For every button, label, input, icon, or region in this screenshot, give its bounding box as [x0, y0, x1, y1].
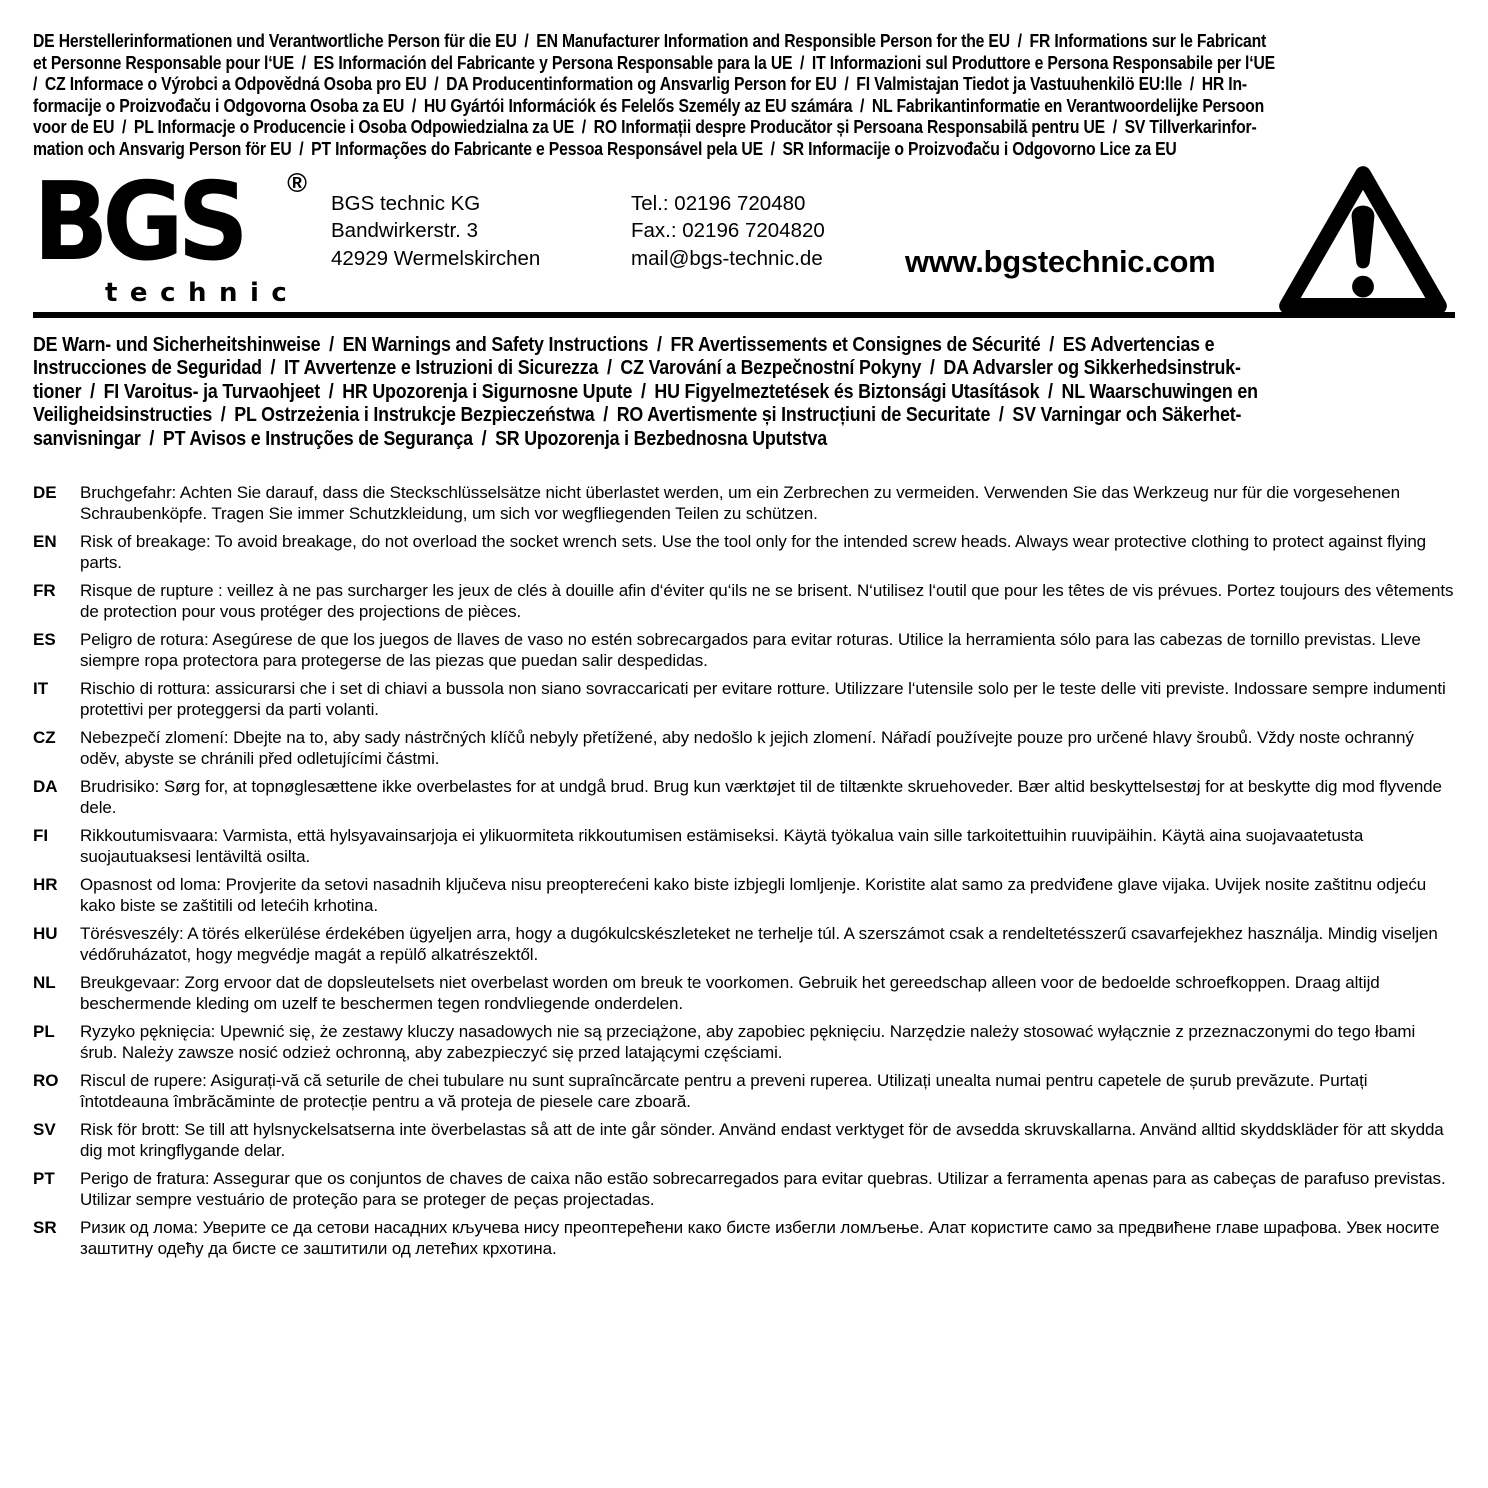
language-code: SR	[33, 1217, 57, 1237]
warning-item-pl	[33, 1021, 1455, 1063]
language-code: ES	[33, 629, 56, 649]
warning-item-es	[33, 629, 1455, 671]
warning-text: Brudrisiko: Sørg for, at topnøglesættene ikke overbelastes for at undgå brud. Brug kun værktøjet til de tiltænkte skruehoveder. Bær altid beskyttelsestøj for at beskytte dig mod flyvende dele.	[80, 776, 1442, 817]
warning-item-it	[33, 678, 1455, 720]
warnings-header-line: tioner / FI Varoitus- ja Turvaohjeet / HR Upozorenja i Sigurnosne Upute / HU Figyelmeztetések és Biztonsági Utasítások / NL Waarschuwingen en	[33, 380, 1258, 403]
language-code: PT	[33, 1168, 55, 1188]
warnings-header-line: Veiligheidsinstructies / PL Ostrzeżenia i Instrukcje Bezpieczeństwa / RO Avertismente și Instrucțiuni de Securitate / SV Varningar och Säkerhet-	[33, 404, 1242, 427]
manufacturer-header-line: mation och Ansvarig Person för EU / PT Informações do Fabricante e Pessoa Responsável pela UE / SR Informacije o Proizvođaču i Odgovorno Lice za EU	[33, 137, 1177, 159]
language-code: HR	[33, 874, 58, 894]
warning-item-hr	[33, 874, 1455, 916]
language-code: PL	[33, 1021, 55, 1041]
language-code: EN	[33, 531, 57, 551]
warning-triangle-icon	[1277, 164, 1449, 321]
company-fax: Fax.: 02196 7204820	[631, 219, 825, 243]
language-code: FR	[33, 580, 56, 600]
warning-text: Breukgevaar: Zorg ervoor dat de dopsleutelsets niet overbelast worden om breuk te voorkomen. Gebruik het gereedschap alleen voor de bedoelde schroefkoppen. Draag altijd beschermende kleding om uzelf te beschermen tegen rondvliegende onderdelen.	[80, 972, 1380, 1013]
company-contact	[631, 190, 825, 273]
warning-item-pt	[33, 1168, 1455, 1210]
language-code: IT	[33, 678, 49, 698]
warning-item-cz	[33, 727, 1455, 769]
manufacturer-header-line: et Personne Responsable pour l‘UE / ES Información del Fabricante y Persona Responsable para la UE / IT Informazioni sul Produttore e Persona Responsabile per l‘UE	[33, 51, 1275, 73]
warnings-list	[33, 482, 1455, 1259]
warning-item-nl	[33, 972, 1455, 1014]
letterhead	[33, 159, 1455, 310]
bgs-logo-subtext: technic	[105, 277, 300, 308]
warning-item-fr	[33, 580, 1455, 622]
warning-item-de	[33, 482, 1455, 524]
company-address	[331, 190, 540, 273]
warnings-header-line: sanvisningar / PT Avisos e Instruções de Segurança / SR Upozorenja i Bezbednosna Uputstva	[33, 427, 827, 450]
company-street: Bandwirkerstr. 3	[331, 219, 478, 243]
warning-text: Perigo de fratura: Assegurar que os conjuntos de chaves de caixa não estão sobrecarregados para evitar quebras. Utilizar a ferramenta apenas para as cabeças de parafuso previstas. Utilizar sempre vestuário de proteção para se proteger de peças projectadas.	[80, 1168, 1446, 1209]
warnings-header-line: Instrucciones de Seguridad / IT Avvertenze e Istruzioni di Sicurezza / CZ Varování a Bezpečnostní Pokyny / DA Advarsler og Sikkerhedsinstruk-	[33, 357, 1241, 380]
language-code: DE	[33, 482, 57, 502]
company-email: mail@bgs-technic.de	[631, 246, 823, 270]
warning-text: Bruchgefahr: Achten Sie darauf, dass die Steckschlüsselsätze nicht überlastet werden, um ein Zerbrechen zu vermeiden. Verwenden Sie das Werkzeug nur für die vorgesehenen Schraubenköpfe. Tragen Sie immer Schutzkleidung, um sich vor wegfliegenden Teilen zu schützen.	[80, 482, 1400, 523]
company-website: www.bgstechnic.com	[905, 243, 1216, 279]
manufacturer-header-line: DE Herstellerinformationen und Verantwortliche Person für die EU / EN Manufacturer Information and Responsible Person for the EU / FR Informations sur le Fabricant	[33, 30, 1267, 51]
manufacturer-header-line: / CZ Informace o Výrobci a Odpovědná Osoba pro EU / DA Producentinformation og Ansvarlig Person for EU / FI Valmistajan Tiedot ja Vastuuhenkilö EU:lle / HR In-	[33, 73, 1247, 95]
warnings-header	[33, 334, 1455, 452]
warning-item-sr	[33, 1217, 1455, 1259]
warning-text: Törésveszély: A törés elkerülése érdekében ügyeljen arra, hogy a dugókulcskészleteket ne terhelje túl. A szerszámot csak a rendeltetésszerű csavarfejekhez használja. Mindig viseljen védőruházatot, hogy megvédje magát a repülő alkatrészektől.	[80, 923, 1438, 964]
company-tel: Tel.: 02196 720480	[631, 191, 806, 215]
bgs-logo-wordmark: BGS	[33, 159, 243, 285]
warning-text: Rikkoutumisvaara: Varmista, että hylsyavainsarjoja ei ylikuormiteta rikkoutumisen estämiseksi. Käytä työkalua vain sille tarkoitettuihin ruuvipäihin. Käytä aina suojavaatetusta suojautuaksesi lentäviltä osilta.	[80, 825, 1364, 866]
warning-item-ro	[33, 1070, 1455, 1112]
language-code: CZ	[33, 727, 56, 747]
warning-text: Risk of breakage: To avoid breakage, do not overload the socket wrench sets. Use the tool only for the intended screw heads. Always wear protective clothing to protect against flying parts.	[80, 531, 1427, 572]
warning-item-hu	[33, 923, 1455, 965]
warning-text: Risque de rupture : veillez à ne pas surcharger les jeux de clés à douille afin d‘éviter qu‘ils ne se brisent. N‘utilisez l‘outil que pour les têtes de vis prévues. Portez toujours des vêtements de protection pour vous protéger des projections de pièces.	[80, 580, 1454, 621]
language-code: NL	[33, 972, 56, 992]
warning-item-da	[33, 776, 1455, 818]
warning-text: Opasnost od loma: Provjerite da setovi nasadnih ključeva nisu preopterećeni kako biste izbjegli lomljenje. Koristite alat samo za predviđene glave vijaka. Uvijek nosite zaštitnu odjeću kako biste se zaštitili od letećih krhotina.	[80, 874, 1427, 915]
bgs-logo	[33, 159, 307, 308]
warning-item-en	[33, 531, 1455, 573]
company-city: 42929 Wermelskirchen	[331, 246, 541, 270]
company-name: BGS technic KG	[331, 191, 481, 215]
warning-item-fi	[33, 825, 1455, 867]
manufacturer-header-line: voor de EU / PL Informacje o Producencie i Osoba Odpowiedzialna za UE / RO Informații despre Producător și Persoana Responsabilă pentru UE / SV Tillverkarinfor-	[33, 116, 1257, 138]
warning-text: Risk för brott: Se till att hylsnyckelsatserna inte överbelastas så att de inte går sönder. Använd endast verktyget för de avsedda skruvskallarna. Använd alltid skyddskläder för att skydda dig mot kringflygande delar.	[80, 1119, 1444, 1160]
divider-rule	[33, 312, 1455, 318]
warning-text: Ryzyko pęknięcia: Upewnić się, że zestawy kluczy nasadowych nie są przeciążone, aby zapobiec pęknięciu. Narzędzie należy stosować wyłącznie z przeznaczonymi do tego łbami śrub. Należy zawsze nosić odzież ochronną, aby zabezpieczyć się przed latającymi częściami.	[80, 1021, 1416, 1062]
manufacturer-header-line: formacije o Proizvođaču i Odgovorna Osoba za EU / HU Gyártói Információk és Felelős Személy az EU számára / NL Fabrikantinformatie en Verantwoordelijke Persoon	[33, 94, 1265, 116]
language-code: FI	[33, 825, 49, 845]
warning-text: Ризик од лома: Уверите се да сетови насадних кључева нису преоптерећени како бисте избегли ломљење. Алат користите само за предвићене главе шрафова. Увек носите заштитну одећу да бисте се заштитили од летећих крхотина.	[80, 1217, 1440, 1258]
language-code: SV	[33, 1119, 56, 1139]
warning-item-sv	[33, 1119, 1455, 1161]
language-code: DA	[33, 776, 58, 796]
warning-text: Peligro de rotura: Asegúrese de que los juegos de llaves de vaso no estén sobrecargados para evitar roturas. Utilice la herramienta sólo para las cabezas de tornillo previstas. Lleve siempre ropa protectora para protegerse de las piezas que puedan salir despedidas.	[80, 629, 1421, 670]
manufacturer-header	[33, 30, 1455, 160]
warning-text: Nebezpečí zlomení: Dbejte na to, aby sady nástrčných klíčů nebyly přetížené, aby nedošlo k jejich zlomení. Nářadí používejte pouze pro určené hlavy šroubů. Vždy noste ochranný oděv, abyste se chránili před odletujícími částmi.	[80, 727, 1414, 768]
warnings-header-line: DE Warn- und Sicherheitshinweise / EN Warnings and Safety Instructions / FR Avertissements et Consignes de Sécurité / ES Advertencias e	[33, 333, 1215, 356]
registered-trademark-icon: ®	[287, 167, 307, 198]
warning-text: Riscul de rupere: Asigurați-vă că seturile de chei tubulare nu sunt supraîncărcate pentru a preveni ruperea. Utilizați unealta numai pentru capetele de șurub prevăzute. Purtați întotdeauna îmbrăcăminte de protecție pentru a vă proteja de piesele care zboară.	[80, 1070, 1368, 1111]
language-code: HU	[33, 923, 58, 943]
warning-text: Rischio di rottura: assicurarsi che i set di chiavi a bussola non siano sovraccaricati per evitare rotture. Utilizzare l‘utensile solo per le teste delle viti previste. Indossare sempre indumenti protettivi per proteggersi da parti volanti.	[80, 678, 1446, 719]
language-code: RO	[33, 1070, 59, 1090]
